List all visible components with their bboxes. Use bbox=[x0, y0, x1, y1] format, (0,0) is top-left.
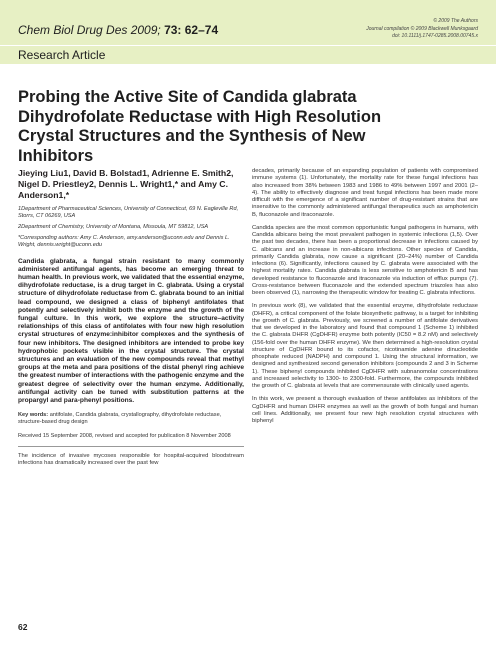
copyright-line: © 2009 The Authors bbox=[433, 18, 478, 24]
received-dates: Received 15 September 2008, revised and accepted for publication 8 November 2008 bbox=[18, 432, 231, 439]
author-list: Jieying Liu1, David B. Bolstad1, Adrienne E. Smith2, Nigel D. Priestley2, Dennis L. Wright1,* and Amy C. Anderson1,* bbox=[18, 168, 234, 201]
keywords-text: antifolate, Candida glabrata, crystallography, dihydrofolate reductase, structure-based drug design bbox=[18, 412, 222, 426]
affiliation-1: 1Department of Pharmaceutical Sciences, University of Connecticut, 69 N. Eagleville Rd, Storrs, CT 06269, USA bbox=[18, 205, 239, 219]
column-divider bbox=[18, 446, 244, 447]
section-label: Research Article bbox=[18, 48, 106, 62]
body-paragraph-3: In previous work (8), we validated that the essential enzyme, dihydrofolate reductase (DHFR), a critical component of the folate biosynthetic pathway, is a target for inhibiting the growth of C. glabrata. Previously, we screened a number of antifolate derivatives that we developed in the laboratory and found that compound 1 (Scheme 1) inhibited the C. glabrata DHFR (CgDHFR) enzyme both potently (IC50 = 8.2 nM) and selectively (156-fold over the human DHFR enzyme). We then determined a high-resolution crystal structure of CgDHFR bound to its cofactor, nicotinamide adenine dinucleotide phosphate reduced (NADPH) and compound 1. Using the structural information, we designed and synthesized second generation inhibitors (compounds 2 and 3 in Scheme 1). These biphenyl compounds inhibited CgDHFR with subnanomolar concentrations and increased selectivity to 1300- to 2300-fold. Furthermore, the compounds inhibited the growth of C. glabrata at levels that are commensurate with clinically used agents. bbox=[252, 303, 478, 389]
abstract: Candida glabrata, a fungal strain resistant to many commonly administered antifungal agents, has become an emerging threat to human health. In previous work, we validated that the essential enzyme, dihydrofolate reductase, is a drug target in C. glabrata. Using a crystal structure of dihydrofolate reductase from C. glabrata bound to an initial lead compound, we designed a class of biphenyl antifolates that potently and selectively inhibit both the enzyme and the growth of the fungal culture. In this work, we explore the structure–activity relationships of this class of antifolates with four new high resolution crystal structures of enzyme:inhibitor complexes and the synthesis of four new inhibitors. The designed inhibitors are intended to probe key hydrophobic pockets visible in the crystal structure. The crystal structures and an evaluation of the new compounds reveal that methyl groups at the meta and para positions of the distal phenyl ring achieve the greatest number of interactions with the pathogenic enzyme and the greatest degree of selectivity over the human enzyme. Additionally, antifungal activity can be tuned with substitution patterns at the propargyl and para-phenyl positions. bbox=[18, 257, 244, 405]
introduction-start: The incidence of invasive mycoses responsible for hospital-acquired bloodstream infections has dramatically increased over the past few bbox=[18, 452, 244, 467]
right-column bbox=[252, 168, 478, 431]
affiliation-2: 2Department of Chemistry, University of Montana, Missoula, MT 59812, USA bbox=[18, 224, 209, 231]
journal-name: Chem Biol Drug Des 2009; bbox=[18, 23, 161, 37]
page-number: 62 bbox=[18, 622, 28, 632]
journal-citation bbox=[18, 23, 218, 37]
doi-link[interactable]: doi: 10.1111/j.1747-0285.2008.00745.x bbox=[392, 33, 478, 39]
keywords bbox=[18, 412, 244, 426]
keywords-label: Key words: bbox=[18, 412, 49, 419]
volume-pages: 73: 62–74 bbox=[164, 23, 219, 37]
body-paragraph-1: decades, primarily because of an expanding population of patients with compromised immune systems (1). Unfortunately, the mortality rate for these fungal infections has also increased from 38% between 1983 and 1986 to 49% between 1997 and 2001 (2–4). The ability to effectively diagnose and treat fungal infections has been made more difficult with the emergence of a significant number of drug-resistant strains that are insensitive to the commonly administered antifungal therapeutics such as amphotericin B, fluconazole and itraconazole. bbox=[252, 168, 478, 218]
compilation-line: Journal compilation © 2009 Blackwell Munksgaard bbox=[366, 25, 478, 32]
header-divider bbox=[0, 45, 496, 46]
copyright-block bbox=[328, 18, 478, 41]
left-column bbox=[18, 168, 244, 467]
body-paragraph-2: Candida species are the most common opportunistic fungal pathogens in humans, with Candida albicans being the most prevalent pathogen in systemic infections (1,5). Over the past two decades, there has been a proportional decrease in infections caused by C. albicans and an increase in non-albicans infections. Other species of Candida, primarily Candida glabrata, now cause a significant (20–24%) number of Candida infections (6). Significantly, infections caused by C. glabrata were associated with the highest mortality rates. Candida glabrata is less sensitive to amphotericin B and has developed resistance to fluconazole and itraconazole via induction of efflux pumps (7). Cross-resistance between fluconazole and the extended spectrum triazoles has also been observed (1), narrowing the therapeutic window for treating C. glabrata infections. bbox=[252, 224, 478, 296]
corresponding-authors[interactable]: *Corresponding authors: Amy C. Anderson, amy.anderson@uconn.edu and Dennis L. Wright, dennis.wright@uconn.edu bbox=[18, 235, 230, 249]
article-title: Probing the Active Site of Candida glabrata Dihydrofolate Reductase with High Resolution Crystal Structures and the Synthesis of New Inhibitors bbox=[18, 88, 382, 165]
body-paragraph-4: In this work, we present a thorough evaluation of these antifolates as inhibitors of the CgDHFR and human DHFR enzymes as well as the growth of both fungal and human cell lines. Additionally, we present four new high resolution crystal structures with biphenyl bbox=[252, 396, 478, 424]
